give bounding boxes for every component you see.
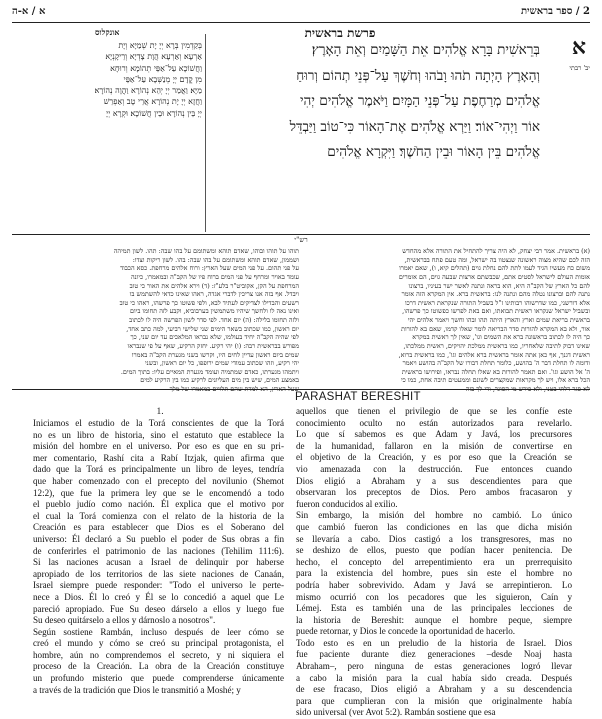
rashi-line: להם כל הארץ של הקב"ה היא, הוא בראה ונתנה לאשר ישר בעיניו, ברצונו bbox=[408, 281, 590, 290]
paragraph-line: se deshizo de ellos, puesto que podían hacer penitencia. De bbox=[296, 545, 572, 556]
rashi-line: כך היה לו לכתוב בראשונה ברא את השמים וגו', שאין לך ראשית במקרא bbox=[412, 333, 590, 342]
rashi-line: שעל הארץ, הא למדת שהם תלויים במאמרו של מלך bbox=[169, 385, 299, 393]
verse-line: אֱלֹהִים מְרַחֶפֶת עַל־פְּנֵי הַמָּיִם׃ וַיֹּאמֶר אֱלֹהִים יְהִי bbox=[299, 93, 540, 109]
paragraph-line: pareció apropiado. Fue Su deseo dárselo a ellos y luego fue bbox=[33, 603, 284, 614]
paragraph-line: Sin embargo, la misión del hombre no cambió. Lo único bbox=[296, 510, 572, 521]
paragraph-line: apropiado de los territorios de las siete naciones de Canaán, bbox=[33, 568, 284, 579]
paragraph-line: hombre, aún no comprendemos el secreto, y ni siquiera el bbox=[33, 649, 284, 660]
rashi-line: יהי רקיע, וזהו שכתוב עמודי שמים ירופפו, כל יום ראשון, ובשני bbox=[145, 359, 299, 368]
commentary-rule bbox=[12, 389, 590, 390]
paragraph-line: aquellos que tienen el privilegio de que se les confíe este bbox=[296, 406, 572, 416]
paragraph-line: hecho, el concepto del arrepentimiento era un prerrequisito bbox=[296, 556, 572, 567]
page-label: 2 / ספר בראשית bbox=[520, 6, 590, 17]
paragraph-number: 1. bbox=[156, 407, 164, 417]
verse-line: אוֹר וַיְהִי־אוֹר׃ וַיַּרְא אֱלֹהִים אֶת־הָאוֹר כִּי־טוֹב וַיַּבְדֵּל bbox=[289, 118, 540, 135]
paragraph-line: el cual la Torá comienza con el relato de la historia de la bbox=[33, 510, 284, 521]
rashi-line: ויתמהו מגערתו, כאדם שמתמיה ועומד מגערת המאיים עליו: בתוך המים. bbox=[120, 367, 299, 376]
spanish-left-column bbox=[33, 418, 284, 696]
paragraph-line: misión del hombre en el universo. Por eso es que en su pri- bbox=[33, 441, 284, 452]
spanish-paragraph bbox=[296, 638, 572, 719]
rashi-line: שאינו דבוק לתיבה שלאחריו, כמו בראשית ממלכת יהויקים, ראשית ממלכתו, bbox=[403, 341, 590, 350]
rashi-line: אומות העולם לישראל לסטים אתם, שכבשתם ארצות שבעה גוים, הם אומרים bbox=[398, 272, 590, 281]
rashi-line: בראשית בריאת שמים וארץ והארץ היתה תהו ובהו וחשך ויאמר אלהים יהי bbox=[407, 316, 590, 324]
rashi-line: ה' אל הושע וגו'. ואם תאמר להורות בא שאלו תחלה נבראו, ופירושו בראשית bbox=[401, 367, 590, 376]
rashi-line: עומד באויר ומרחף על פני המים ברוח פיו של הקב"ה ובמאמרו, כיונה bbox=[130, 272, 299, 281]
paragraph-line: a través de la tradición que Dios le transmitió a Moshé; y bbox=[33, 684, 241, 695]
paragraph-line: universo: Él declaró a Su pueblo el poder de Sus obras a fin bbox=[33, 533, 284, 544]
paragraph-line: un profundo misterio que puede comprenderse únicamente bbox=[33, 673, 284, 684]
paragraph-line: 12:2), que fue la primera ley que se le encomendó a todo bbox=[33, 487, 284, 498]
paragraph-line: Lémej. Esta es también una de las principales lecciones de bbox=[296, 603, 572, 614]
header-rule bbox=[12, 22, 590, 23]
paragraph-line: mer comentario, Rashí cita a Rabí Itzjak, quien afirma que bbox=[33, 452, 284, 463]
paragraph-line: Israel siempre puede responder: "Todo el universo le perte- bbox=[33, 580, 284, 591]
rashi-line: ובשביל ישראל שנקראו ראשית תבואתו, ואם באת לפרשו כפשוטו כך פרשהו, bbox=[402, 307, 590, 316]
spanish-paragraph bbox=[33, 627, 284, 697]
rashi-line: ושממון, שאדם תוהא ומשתומם על בהו שבה: בהו. לשון ריקות וצדו: bbox=[132, 255, 299, 264]
rashi-line: תוהו על תוהו ובוהו, שאדם תוהא ומשתומם על בהו שבה: תהו. לשון תמיהה bbox=[113, 247, 299, 255]
rashi-line: (א) בראשית. אמר רבי יצחק, לא היה צריך להתחיל את התורה אלא מהחדש bbox=[402, 247, 590, 255]
paragraph-line: para la existencia del hombre, pues sin este el hombre no bbox=[296, 568, 572, 579]
rashi-line: רשעים והבדילו לצדיקים לעתיד לבא, ולפי פשוטו כך פרשהו, ראהו כי טוב bbox=[119, 298, 299, 307]
rashi-line: באמצע המים, שיש בין מים העליונים לרקיע כמו בין הרקיע למים bbox=[140, 376, 299, 385]
chapter-label: א / א-ה bbox=[12, 6, 46, 17]
paragraph-line: Abraham–, pero ninguna de estas generaciones logró llevar bbox=[296, 661, 572, 672]
rashi-title: רש"י bbox=[294, 236, 308, 244]
onkelos-line: יְיָ בֵּין נְהוֹרָא וּבֵין חֲשׁוֹכָא׃ וּקְרָא יְיָ bbox=[106, 108, 202, 118]
paragraph-line: se llevaría a cabo. Dios castigó a los transgresores, mas no bbox=[296, 533, 572, 544]
torah-verses bbox=[210, 38, 540, 166]
running-header bbox=[12, 6, 590, 20]
paragraph-line: de conferirles el patrimonio de las naciones (Tehilim 111:6). bbox=[33, 545, 284, 556]
paragraph-line: vio amenazada con la destrucción. Fue entonces cuando bbox=[296, 463, 572, 474]
rashi-line: ולזה תחומו בלילה: (ה) יום אחד. לפי סדר לשון הפרשה היה לו לכתוב bbox=[129, 316, 299, 324]
paragraph-line: sido universal (ver Avot 5:2). Rambán sostiene que esa bbox=[296, 707, 496, 718]
paragraph-line: Su deseo quitárselo a ellos y dárnoslo a nosotros". bbox=[33, 615, 216, 626]
paragraph-line: nece a Dios. Él lo creó y Él se lo concedió a aquel que Le bbox=[33, 591, 284, 602]
rashi-line: הכל ברא אלו, ויש לך מקראות שמקצרים לשונם וממעטים תיבה אחת, כמו כי bbox=[400, 376, 590, 385]
paragraph-line: de la humanidad, fallaron en la misión de convertirse en bbox=[296, 440, 572, 451]
paragraph-line: para que cumplieran con la misión que originalmente había bbox=[296, 695, 572, 706]
paragraph-line: podría haber sobrevivido. Adam y Javá se arrepintieron. Lo bbox=[296, 579, 572, 590]
onkelos-title: אונקלוס bbox=[95, 27, 120, 37]
rashi-line: לפי שהיה הקב"ה יחיד בעולמו, שלא נבראו המלאכים עד יום שני, כך bbox=[130, 333, 299, 342]
onkelos-line: וַחֲשׁוֹכָא עַל־אַפֵּי תְהוֹמָא וְרוּחָא bbox=[110, 63, 202, 73]
rashi-line: לא סגר דלתי בטני, ולא פירש מי הסוגר, ודי לך בזה bbox=[465, 385, 590, 393]
paragraph-line: el objetivo de la Creación, y es por eso que la Creación se bbox=[296, 452, 572, 463]
paragraph-line: Si las naciones acusan a Israel de delinquir por haberse bbox=[33, 557, 284, 568]
rashi-line: משום כח מעשיו הגיד לעמו לתת להם נחלת גוים (תהלים קיא, ו), שאם יאמרו bbox=[399, 264, 590, 273]
rashi-line: אור, ולא בא המקרא להורות סדר הבריאה לומר שאלו קדמו, שאם בא להורות bbox=[401, 324, 590, 333]
paragraph-line: a cabo la misión para la cual había sido creada. Después bbox=[296, 672, 572, 683]
paragraph-line: mismo ocurrió con los pecadores que les siguieron, Caín y bbox=[296, 591, 572, 602]
rashi-line: שמים ביום ראשון עדיין לחים היו, וקרשו בשני מגערת הקב"ה באמרו bbox=[131, 350, 299, 359]
paragraph-line: no es un libro de historia, sino el estatuto que establece la bbox=[33, 429, 284, 440]
verse-line: בְּרֵאשִׁית בָּרָא אֱלֹהִים אֵת הַשָּׁמַיִם וְאֵת הָאָרֶץ׃ bbox=[311, 42, 540, 58]
paragraph-line: proceso de la Creación. La obra de la Creación constituye bbox=[33, 661, 284, 672]
onkelos-line: וַחֲזָא יְיָ יָת נְהוֹרָא אֲרֵי טָב וְאַפְרֵשׁ bbox=[103, 97, 202, 107]
rashi-rule bbox=[12, 234, 590, 235]
spanish-paragraph bbox=[33, 418, 284, 627]
column-divider bbox=[205, 34, 206, 232]
paragraph-line: Todo esto es en un preludio de la historia de Israel. Dios bbox=[296, 637, 572, 648]
spanish-paragraph bbox=[296, 510, 572, 638]
paragraph-line: fueron conducidos al exilio. bbox=[296, 498, 398, 509]
paragraph-line: Iniciamos el estudio de la Torá conscientes de que la Torá bbox=[33, 418, 284, 428]
paragraph-line: Creación es para establecer que Dios es el Soberano del bbox=[33, 522, 284, 533]
paragraph-line: Según sostiene Rambán, incluso después de leer cómo se bbox=[33, 626, 284, 637]
paragraph-line: que haber comenzado con el precepto del novilunio (Shemot bbox=[33, 475, 284, 486]
paragraph-line: fue paciente durante diez generaciones –desde Noaj hasta bbox=[296, 649, 572, 660]
parasha-title: פרשת בראשית bbox=[304, 26, 376, 40]
paragraph-line: de ese fracaso, Dios eligió a Abraham y a su descendencia bbox=[296, 684, 572, 695]
rashi-line: המרחפת על הקן, אקוביט"ר בלע"ז: (ד) וירא אלהים את האור כי טוב bbox=[129, 281, 299, 290]
rashi-line: על פני תהום. על פני המים שעל הארץ: ורוח אלהים מרחפת. כסא הכבוד bbox=[120, 264, 299, 273]
rashi-line: ואינו נאה לו ולחשך שיהיו משתמשין בערבוביא, וקבע לזה תחומו ביום bbox=[130, 307, 299, 316]
paragraph-line: puede retornar, y Dios le concede la oportunidad de hacerlo. bbox=[296, 626, 516, 637]
masoretic-note: יב' רבתי bbox=[569, 64, 590, 72]
paragraph-line: que cambió fueron las condiciones en las que dicha misión bbox=[296, 521, 572, 532]
rashi-line: ויבדל. אף בזה אנו צריכין לדברי אגדה, ראהו שאינו כדאי להשתמש בו bbox=[129, 290, 299, 299]
chapter-letter: א bbox=[571, 34, 586, 60]
paragraph-line: Dios eligió a Abraham y a sus descendientes para que bbox=[296, 475, 572, 486]
rashi-left-column bbox=[14, 247, 299, 394]
spanish-right-column bbox=[296, 406, 572, 719]
rashi-right-column bbox=[305, 247, 590, 394]
spanish-section-title: PARASHAT BERESHIT bbox=[295, 391, 421, 403]
onkelos-line: מַיָּא׃ וַאֲמַר יְיָ יְהֵא נְהוֹרָא וַהֲוָה נְהוֹרָא׃ bbox=[94, 86, 202, 96]
rashi-line: ודומה לו תחלת דבר ה' בהושע, כלומר תחלת דבורו של הקב"ה בהושע ויאמר bbox=[402, 359, 590, 368]
rashi-line: נתנה להם וברצונו נטלה מהם ונתנה לנו: בראשית ברא. אין המקרא הזה אומר bbox=[401, 290, 590, 299]
paragraph-line: el pueblo judío como nación. Él explica que el motivo por bbox=[33, 499, 284, 510]
paragraph-line: observaran los preceptos de Dios. Pero ambos fracasaron y bbox=[296, 487, 572, 498]
rashi-line: הזה לכם שהיא מצוה ראשונה שנצטוו בה ישראל, ומה טעם פתח בבראשית, bbox=[404, 255, 590, 264]
rashi-line: אלא דורשני, כמו שדרשוהו רבותינו ז"ל בשביל התורה שנקראת ראשית דרכו bbox=[404, 298, 590, 307]
paragraph-line: creó el mundo y cómo se creó su principal protagonista, el bbox=[33, 638, 284, 649]
onkelos-line: מִן קֳדָם יְיָ מְנַשְּׁבָא עַל־אַפֵּי bbox=[123, 74, 202, 84]
paragraph-line: Lo que sí sabemos es que Adam y Javá, los precursores bbox=[296, 429, 572, 440]
rashi-line: יום ראשון, כמו שכתוב בשאר הימים שני שלישי רביעי, למה כתב אחד, bbox=[126, 324, 299, 333]
rashi-line: ראשית דגנך, אף כאן אתה אומר בראשית ברא אלהים וגו', כמו בראשית ברוא, bbox=[398, 350, 590, 359]
spanish-paragraph bbox=[296, 406, 572, 510]
paragraph-line: dado que la Torá es principalmente un libro de leyes, tendría bbox=[33, 464, 284, 475]
onkelos-text bbox=[18, 40, 202, 119]
verse-line: וְהָאָרֶץ הָיְתָה תֹהוּ וָבֹהוּ וְחֹשֶׁךְ עַל־פְּנֵי תְהוֹם וְרוּחַ bbox=[296, 67, 540, 84]
rashi-line: מפורש בבראשית רבה: (ו) יהי רקיע. יחזק הרקיע, שאף על פי שנבראו bbox=[127, 341, 299, 350]
onkelos-line: בְּקַדְמִין בְּרָא יְיָ יָת שְׁמַיָּא וְיָת bbox=[118, 41, 202, 50]
paragraph-line: la historia de Bereshit: aunque el hombre peque, siempre bbox=[296, 614, 572, 625]
onkelos-line: אַרְעָא׃ וְאַרְעָא הֲוָת צָדְיָא וְרֵיקָנְיָא bbox=[105, 52, 202, 62]
paragraph-line: conocimiento oculto no están autorizados para revelarlo. bbox=[296, 417, 572, 428]
verse-line: אֱלֹהִים בֵּין הָאוֹר וּבֵין הַחֹשֶׁךְ׃ וַיִּקְרָא אֱלֹהִים bbox=[327, 144, 540, 160]
